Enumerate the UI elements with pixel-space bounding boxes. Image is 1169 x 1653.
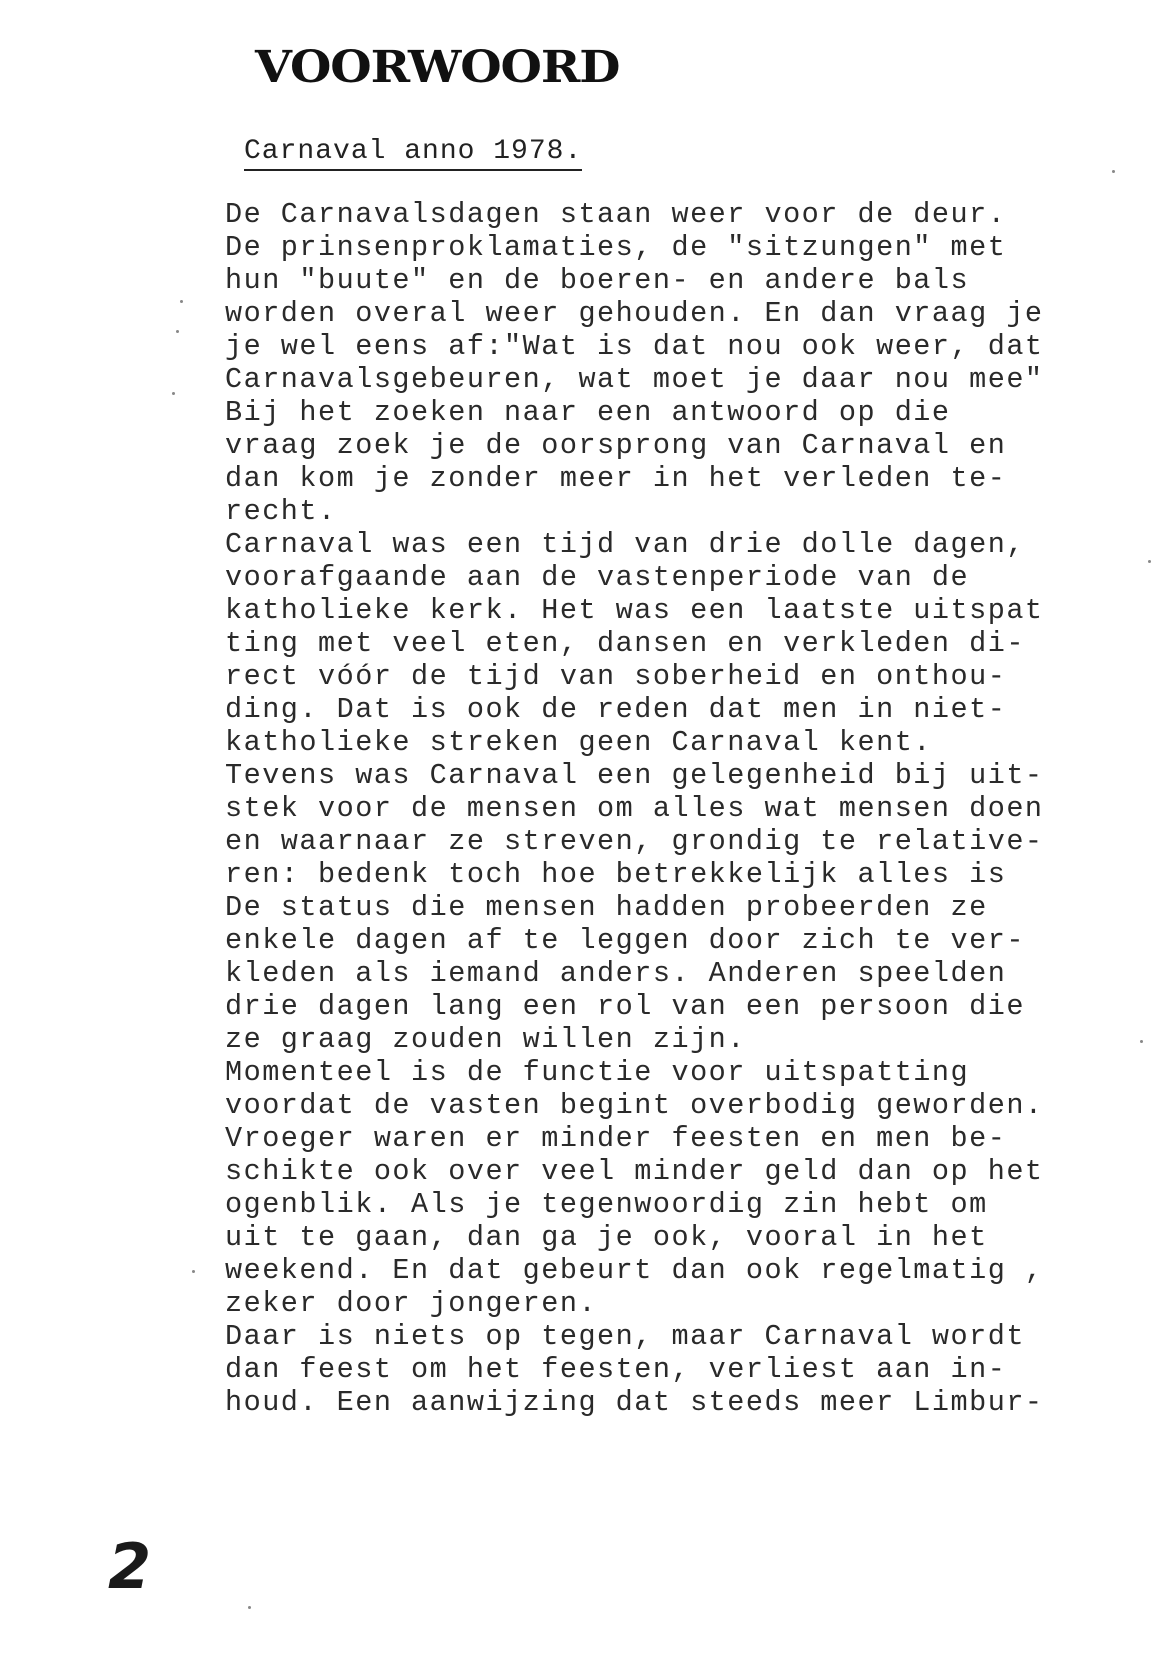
- article-subtitle: Carnaval anno 1978.: [244, 136, 582, 171]
- text-line: De Carnavalsdagen staan weer voor de deur.: [225, 198, 1007, 231]
- text-line: ren: bedenk toch hoe betrekkelijk alles is: [225, 858, 1007, 891]
- text-line: vraag zoek je de oorsprong van Carnaval en: [225, 429, 1007, 462]
- scan-speck: [1112, 170, 1115, 173]
- text-line: rect vóór de tijd van soberheid en onthou-: [225, 660, 1007, 693]
- text-line: dan feest om het feesten, verliest aan in-: [225, 1353, 1007, 1386]
- text-line: drie dagen lang een rol van een persoon die: [225, 990, 1025, 1023]
- text-line: Momenteel is de functie voor uitspatting: [225, 1056, 970, 1089]
- scan-speck: [1140, 1040, 1143, 1043]
- article-body: [225, 198, 1165, 1419]
- scan-speck: [176, 330, 179, 333]
- text-line: voorafgaande aan de vastenperiode van de: [225, 561, 970, 594]
- scan-speck: [248, 1606, 251, 1609]
- text-line: weekend. En dat gebeurt dan ook regelmatig ,: [225, 1254, 1044, 1287]
- text-line: De status die mensen hadden probeerden ze: [225, 891, 988, 924]
- text-line: worden overal weer gehouden. En dan vraag je: [225, 297, 1044, 330]
- text-line: recht.: [225, 495, 337, 528]
- scan-speck: [1148, 560, 1151, 563]
- scan-speck: [172, 392, 175, 395]
- scan-speck: [192, 1270, 195, 1273]
- text-line: dan kom je zonder meer in het verleden te-: [225, 462, 1007, 495]
- text-line: ding. Dat is ook de reden dat men in niet-: [225, 693, 1007, 726]
- text-line: ze graag zouden willen zijn.: [225, 1023, 746, 1056]
- text-line: zeker door jongeren.: [225, 1287, 598, 1320]
- text-line: Daar is niets op tegen, maar Carnaval wordt: [225, 1320, 1025, 1353]
- text-line: Bij het zoeken naar een antwoord op die: [225, 396, 951, 429]
- text-line: stek voor de mensen om alles wat mensen doen: [225, 792, 1044, 825]
- page-number: 2: [108, 1530, 152, 1603]
- text-line: kleden als iemand anders. Anderen speelden: [225, 957, 1007, 990]
- text-line: Carnavalsgebeuren, wat moet je daar nou mee": [225, 363, 1044, 396]
- text-line: De prinsenproklamaties, de "sitzungen" met: [225, 231, 1007, 264]
- text-line: hun "buute" en de boeren- en andere bals: [225, 264, 970, 297]
- page-heading: VOORWOORD: [255, 42, 620, 93]
- text-line: je wel eens af:"Wat is dat nou ook weer, dat: [225, 330, 1044, 363]
- text-line: houd. Een aanwijzing dat steeds meer Limbur-: [225, 1386, 1044, 1419]
- text-line: Tevens was Carnaval een gelegenheid bij uit-: [225, 759, 1044, 792]
- text-line: schikte ook over veel minder geld dan op het: [225, 1155, 1044, 1188]
- text-line: Vroeger waren er minder feesten en men be-: [225, 1122, 1007, 1155]
- text-line: katholieke kerk. Het was een laatste uitspat: [225, 594, 1044, 627]
- text-line: voordat de vasten begint overbodig geworden.: [225, 1089, 1044, 1122]
- text-line: enkele dagen af te leggen door zich te ver-: [225, 924, 1025, 957]
- text-line: katholieke streken geen Carnaval kent.: [225, 726, 932, 759]
- text-line: Carnaval was een tijd van drie dolle dagen,: [225, 528, 1025, 561]
- text-line: en waarnaar ze streven, grondig te relative-: [225, 825, 1044, 858]
- scan-speck: [180, 300, 183, 303]
- text-line: ogenblik. Als je tegenwoordig zin hebt om: [225, 1188, 988, 1221]
- text-line: ting met veel eten, dansen en verkleden di-: [225, 627, 1025, 660]
- text-line: uit te gaan, dan ga je ook, vooral in het: [225, 1221, 988, 1254]
